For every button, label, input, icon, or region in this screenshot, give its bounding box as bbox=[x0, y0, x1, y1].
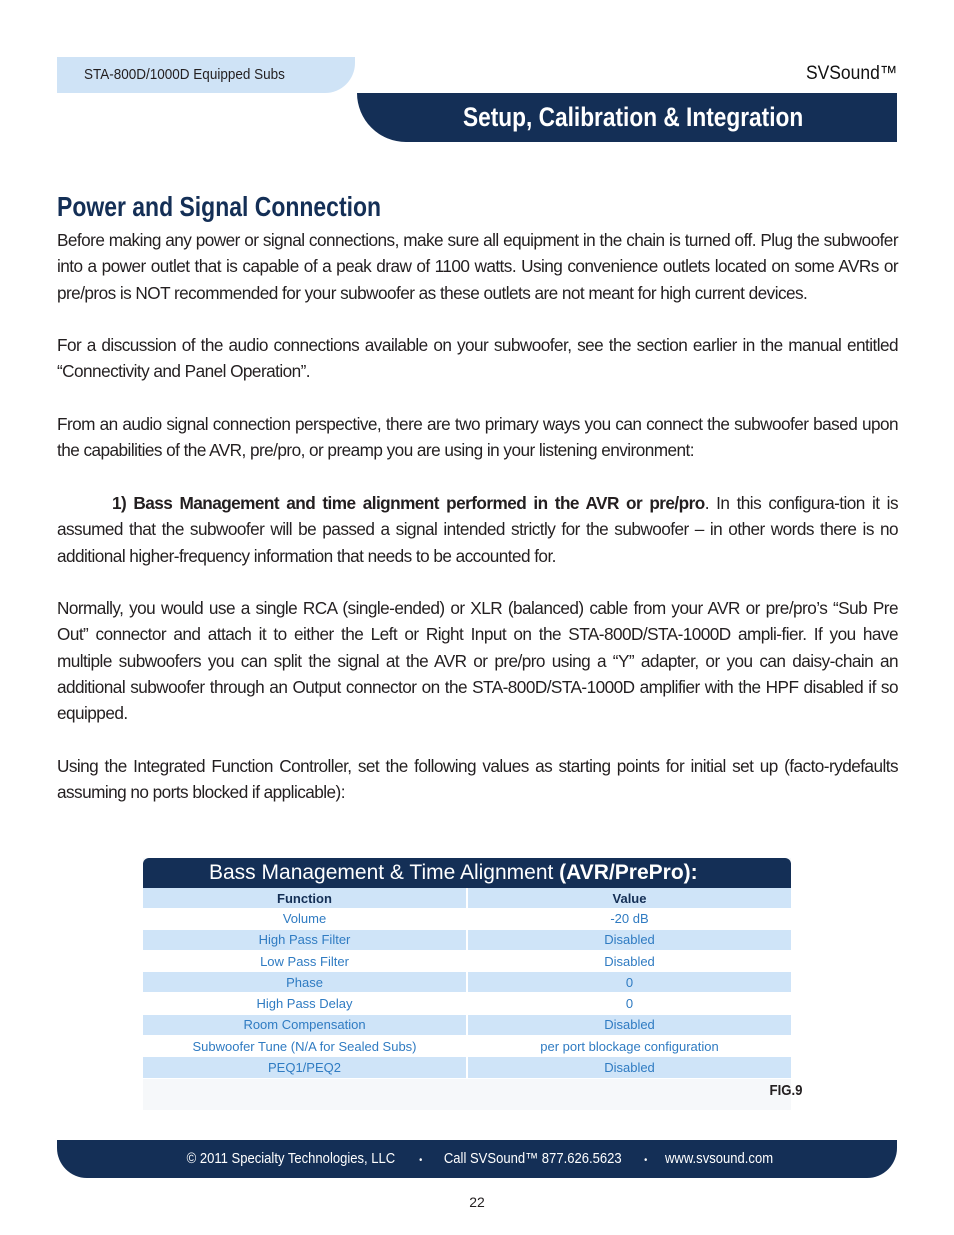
section-title: Setup, Calibration & Integration bbox=[463, 102, 804, 132]
value-cell: 0 bbox=[467, 993, 791, 1014]
value-cell: -20 dB bbox=[467, 908, 791, 929]
body-text bbox=[57, 227, 898, 832]
brand-name bbox=[798, 63, 897, 85]
table-row bbox=[143, 950, 791, 971]
section-title-bar bbox=[357, 93, 897, 142]
function-cell: Room Compensation bbox=[143, 1014, 467, 1035]
function-cell: High Pass Delay bbox=[143, 993, 467, 1014]
function-cell: Phase bbox=[143, 972, 467, 993]
table-row bbox=[143, 1014, 791, 1035]
option-1-text: . In this configura-tion it is assumed that the subwoofer will be passed a signal intended strictly for the subwoofer – in other words there is no additional higher-frequency information that needs to be accounted for. bbox=[57, 492, 898, 566]
value-cell: Disabled bbox=[467, 1014, 791, 1035]
paragraph-connections: For a discussion of the audio connections available on your subwoofer, see the section earlier in the manual entitled “Connectivity and Panel Operation”. bbox=[57, 335, 898, 382]
model-tab-label: STA-800D/1000D Equipped Subs bbox=[84, 66, 285, 83]
footer-phone: Call SVSound™ 877.626.5623 bbox=[443, 1151, 622, 1167]
value-cell: Disabled bbox=[467, 950, 791, 971]
page-title-text: Power and Signal Connection bbox=[57, 191, 382, 222]
figure-title-bold: (AVR/PrePro): bbox=[559, 861, 698, 884]
footer-bullet-1: • bbox=[418, 1155, 422, 1166]
table-row bbox=[143, 1036, 791, 1057]
option-1-heading: 1) Bass Management and time alignment performed in the AVR or pre/pro bbox=[112, 492, 705, 513]
footer-bullet-2: • bbox=[643, 1155, 647, 1166]
figure-title bbox=[143, 858, 791, 888]
table-row bbox=[143, 908, 791, 929]
figure-label bbox=[765, 1082, 803, 1099]
figure-label-text: FIG.9 bbox=[769, 1082, 803, 1099]
table-row bbox=[143, 972, 791, 993]
page-number: 22 bbox=[469, 1194, 485, 1210]
function-cell: Volume bbox=[143, 908, 467, 929]
value-cell: Disabled bbox=[467, 929, 791, 950]
function-cell: PEQ1/PEQ2 bbox=[143, 1057, 467, 1078]
footer-website-link[interactable]: www.svsound.com bbox=[665, 1151, 774, 1167]
value-cell: Disabled bbox=[467, 1057, 791, 1078]
settings-table bbox=[143, 888, 791, 1079]
paragraph-cabling: Normally, you would use a single RCA (single-ended) or XLR (balanced) cable from your AVR or pre/pro’s “Sub Pre Out” connector and attach it to either the Left or Right Input on the STA-800D/STA-1000D ampli-fier. If you have multiple subwoofers you can split the signal at the AVR or pre/pro using a “Y” adapter, or you can daisy-chain an additional subwoofer through an Output connector on the STA-800D/STA-1000D amplifier with the HPF disabled if so equipped. bbox=[57, 598, 898, 724]
paragraph-controller: Using the Integrated Function Controller, set the following values as starting points for initial set up (facto-rydefaults assuming no ports blocked if applicable): bbox=[57, 755, 898, 803]
function-cell: High Pass Filter bbox=[143, 929, 467, 950]
table-row bbox=[143, 929, 791, 950]
paragraph-option-1 bbox=[57, 490, 898, 569]
value-cell: 0 bbox=[467, 972, 791, 993]
footer-bar bbox=[57, 1140, 897, 1178]
settings-figure bbox=[143, 858, 791, 1110]
table-row bbox=[143, 1057, 791, 1078]
column-header-function: Function bbox=[143, 888, 467, 908]
table-header-row bbox=[143, 888, 791, 908]
figure-title-regular: Bass Management & Time Alignment bbox=[209, 861, 560, 884]
page-title bbox=[57, 191, 452, 223]
column-header-value: Value bbox=[467, 888, 791, 908]
value-cell: per port blockage configuration bbox=[467, 1036, 791, 1057]
model-tab bbox=[57, 57, 355, 93]
paragraph-power: Before making any power or signal connections, make sure all equipment in the chain is turned off. Plug the subwoofer into a power outlet that is capable of a peak draw of 1100 watts. Using convenience outlets located on some AVRs or pre/pros is NOT recommended for your subwoofer as these outlets are not meant for high current devices. bbox=[57, 230, 898, 303]
brand-label: SVSound™ bbox=[805, 63, 897, 84]
function-cell: Low Pass Filter bbox=[143, 950, 467, 971]
function-cell: Subwoofer Tune (N/A for Sealed Subs) bbox=[143, 1036, 467, 1057]
table-row bbox=[143, 993, 791, 1014]
footer-copyright: © 2011 Specialty Technologies, LLC bbox=[186, 1151, 396, 1167]
paragraph-perspective: From an audio signal connection perspective, there are two primary ways you can connect the subwoofer based upon the capabilities of the AVR, pre/pro, or preamp you are using in your listening environment: bbox=[57, 414, 898, 461]
